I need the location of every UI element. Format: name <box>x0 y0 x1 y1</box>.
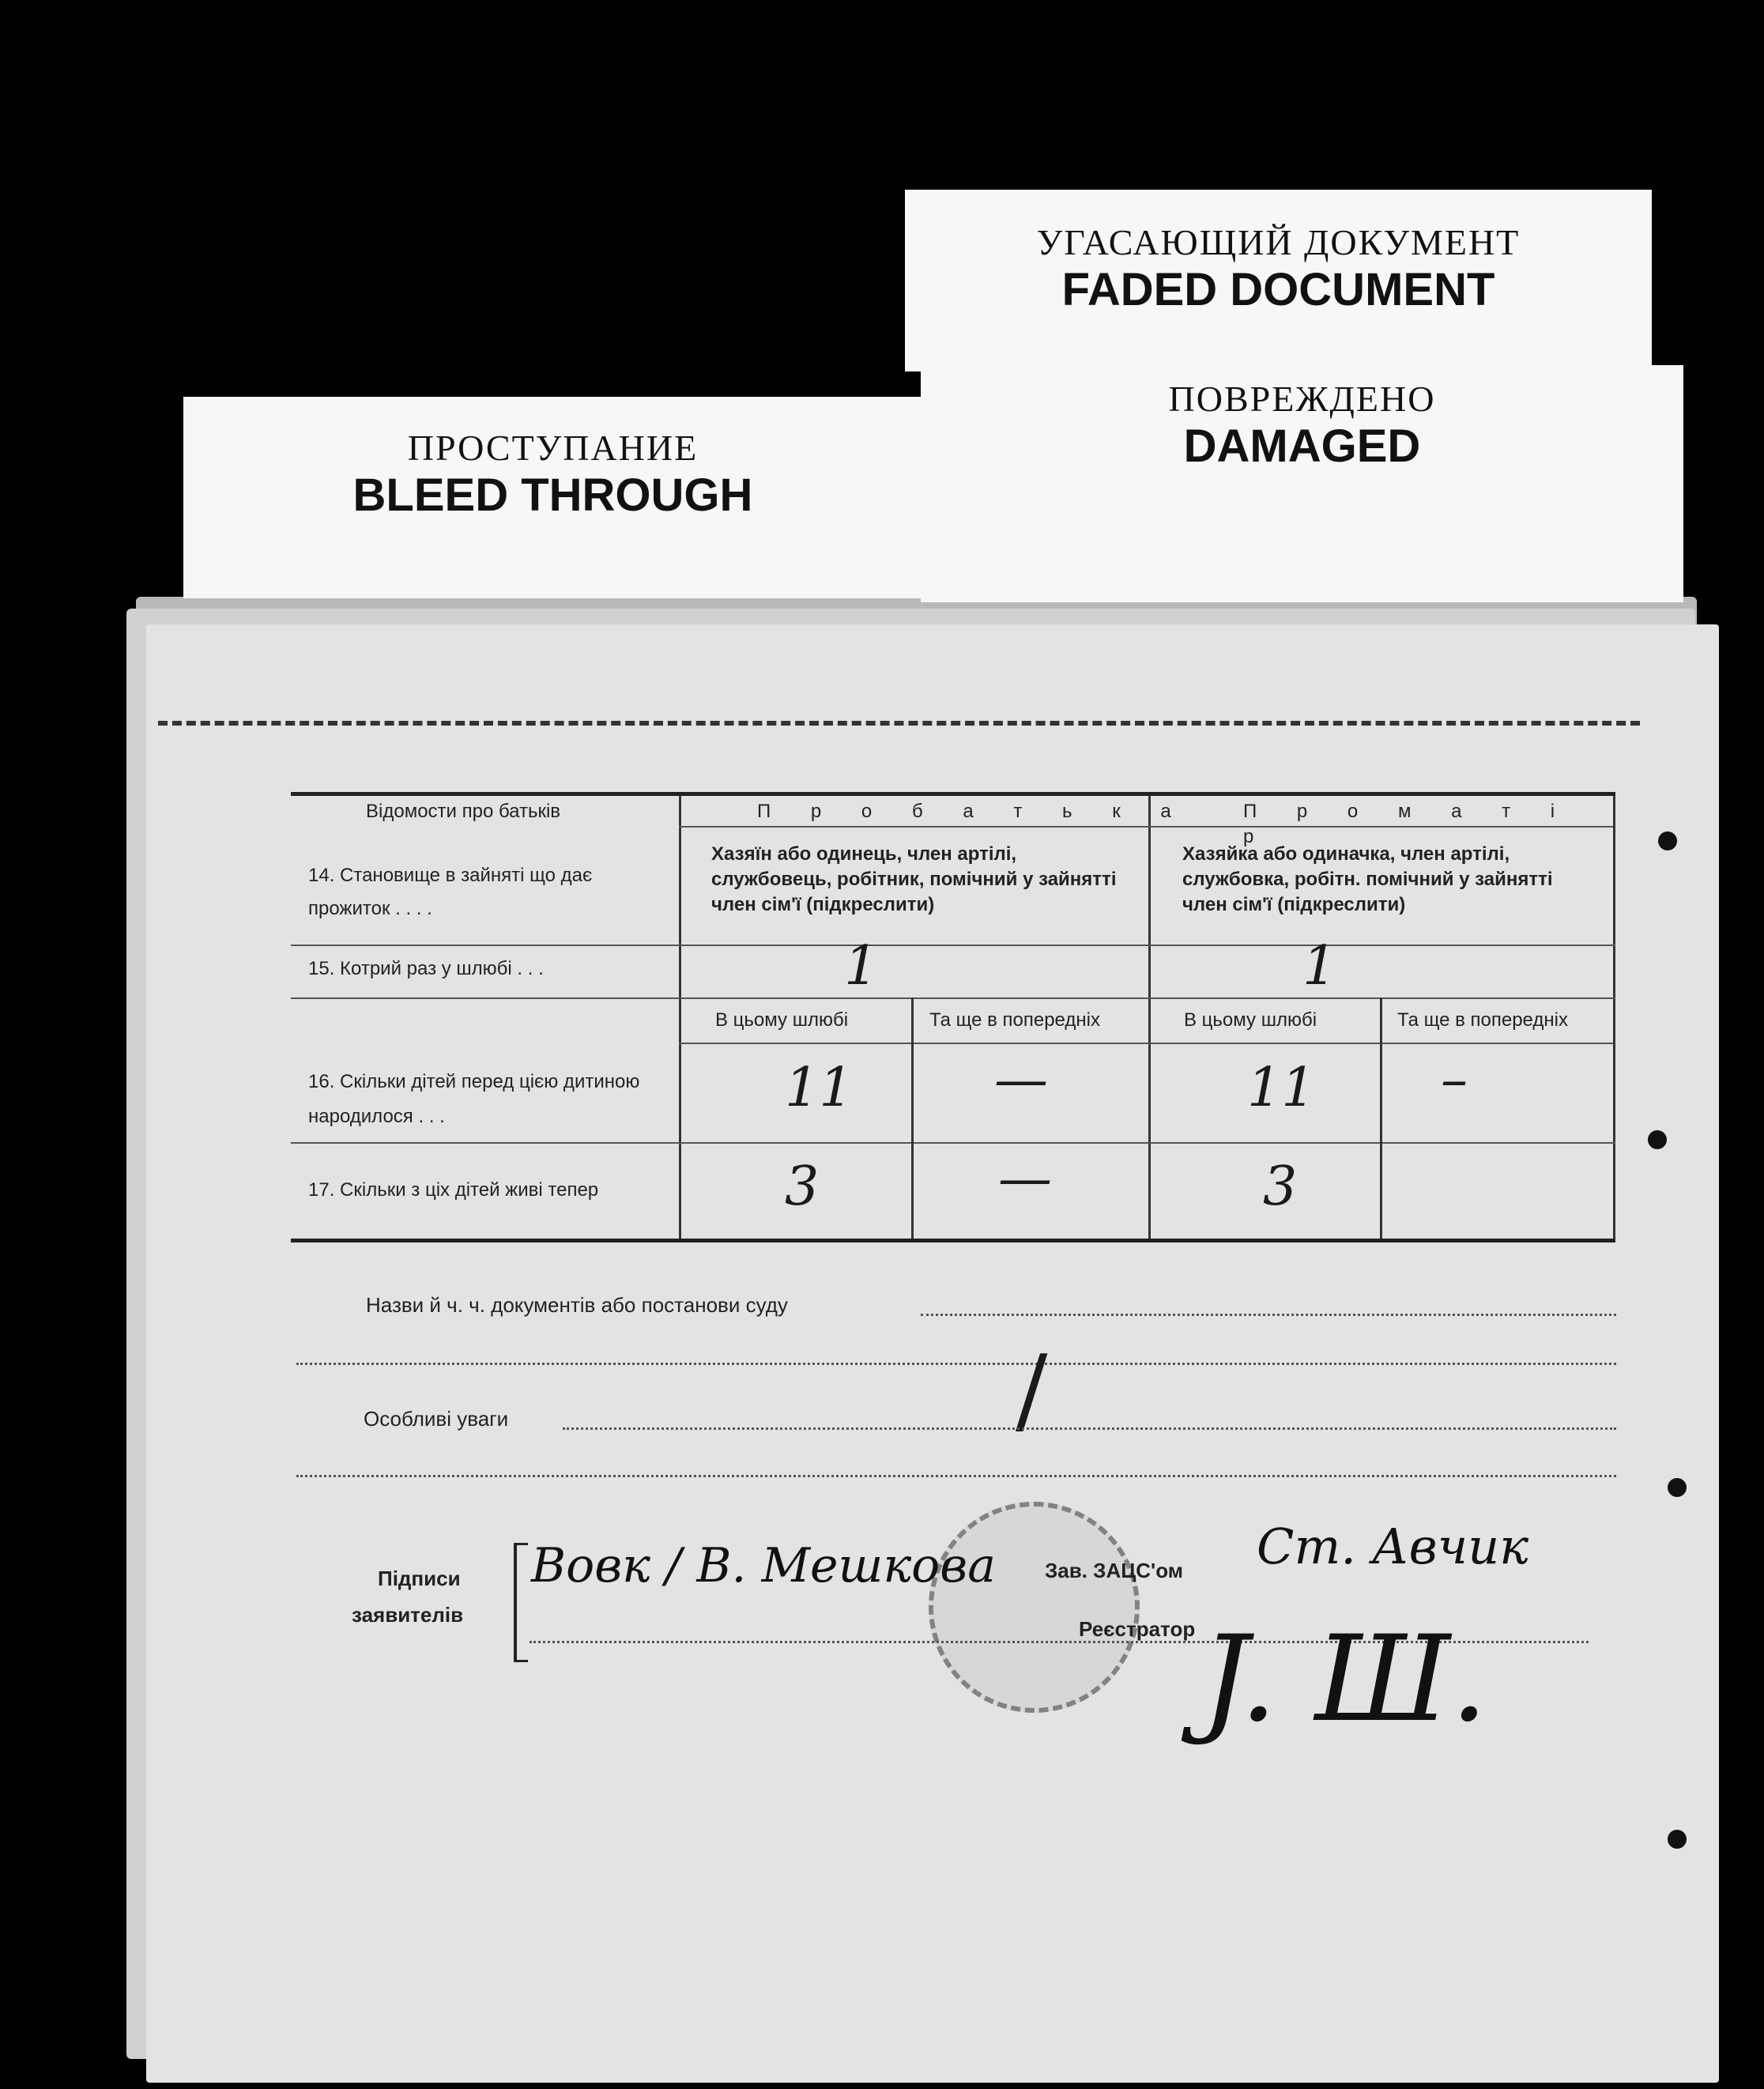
row-divider <box>291 1142 1615 1144</box>
signature-bracket <box>514 1543 528 1662</box>
registrar-label: Реєстратор <box>1079 1617 1196 1641</box>
column-divider <box>679 796 681 1239</box>
faded-tag-ru: УГАСАЮЩИЙ ДОКУМЕНТ <box>1036 222 1521 262</box>
head-zags-signature: Ст. Авчик <box>1257 1518 1529 1575</box>
documents-line-2 <box>296 1363 1616 1365</box>
bleed-tag-ru: ПРОСТУПАНИЕ <box>407 428 699 468</box>
damaged-tag-en: DAMAGED <box>1183 420 1421 472</box>
official-stamp <box>929 1502 1140 1713</box>
punch-hole <box>1648 1130 1667 1149</box>
row-divider <box>291 997 1615 999</box>
row16-father-prev: — <box>994 1049 1048 1111</box>
row14-mother-options: Хазяйка або одиначка, член артілі, службовка, робітн. помічний у зайнятті член сім'ї (підкреслити) <box>1182 843 1553 915</box>
row16-mother-this: 11 <box>1247 1057 1316 1119</box>
damaged-tag-ru: ПОВРЕЖДЕНО <box>1168 379 1436 419</box>
notes-line <box>563 1427 1616 1430</box>
mother-previous-header: Та ще в попередніх <box>1397 1009 1568 1031</box>
row14-father-options: Хазяїн або одинець, член артілі, службовець, робітник, помічний у зайнятті член сім'ї (підкреслити) <box>711 843 1117 915</box>
row15-father-value: 1 <box>844 935 879 997</box>
header-about-mother: П р о м а т і р <box>1243 801 1573 847</box>
notes-label: Особливі уваги <box>364 1407 509 1431</box>
registrar-signature: J. Ш. <box>1201 1611 1488 1748</box>
row-divider <box>291 945 1615 946</box>
row17-mother-this: 3 <box>1263 1156 1298 1218</box>
row14-label: 14. Становище в зайняті що дає прожиток . . . . <box>308 865 593 919</box>
row17-label: 17. Скільки з ціх дітей живі тепер <box>308 1179 599 1201</box>
father-previous-header: Та ще в попередніх <box>929 1009 1100 1031</box>
punch-hole <box>1658 831 1677 850</box>
father-this-marriage-header: В цьому шлюбі <box>715 1009 849 1031</box>
documents-line <box>921 1314 1616 1316</box>
head-zags-label: Зав. ЗАЦС'ом <box>1045 1559 1183 1582</box>
row17-father-this: 3 <box>785 1156 820 1218</box>
column-divider <box>1613 796 1615 1239</box>
notes-line-2 <box>296 1475 1616 1477</box>
documents-label: Назви й ч. ч. документів або постанови суду <box>366 1293 788 1317</box>
perforation-line <box>158 721 1640 726</box>
header-about-father: П р о б а т ь к а <box>757 801 1189 822</box>
row16-mother-prev: – <box>1441 1049 1468 1111</box>
applicants-signature: Вовк / В. Мешкова <box>531 1538 996 1593</box>
column-divider <box>911 997 914 1239</box>
column-divider <box>1380 997 1382 1239</box>
parents-info-table <box>291 792 1615 1242</box>
applicants-label-1: Підписи <box>378 1567 461 1590</box>
faded-tag-en: FADED DOCUMENT <box>1061 264 1495 315</box>
damaged-tag <box>921 365 1683 602</box>
row16-label: 16. Скільки дітей перед цією дитиною народилося . . . <box>308 1071 640 1127</box>
mother-this-marriage-header: В цьому шлюбі <box>1184 1009 1317 1031</box>
header-parents-info: Відомости про батьків <box>366 801 561 822</box>
applicants-label-2: заявителів <box>352 1603 464 1627</box>
punch-hole <box>1668 1478 1687 1497</box>
row-divider <box>679 1043 1613 1044</box>
punch-hole <box>1668 1830 1687 1849</box>
faded-document-tag <box>905 190 1652 371</box>
bleed-through-tag <box>183 397 922 598</box>
row16-father-this: 11 <box>785 1057 854 1119</box>
row15-mother-value: 1 <box>1302 935 1337 997</box>
column-divider <box>1148 796 1151 1239</box>
row17-father-prev: — <box>998 1148 1052 1210</box>
notes-value: / <box>1016 1336 1048 1446</box>
row15-label: 15. Котрий раз у шлюбі . . . <box>308 958 544 979</box>
bleed-tag-en: BLEED THROUGH <box>352 469 753 521</box>
